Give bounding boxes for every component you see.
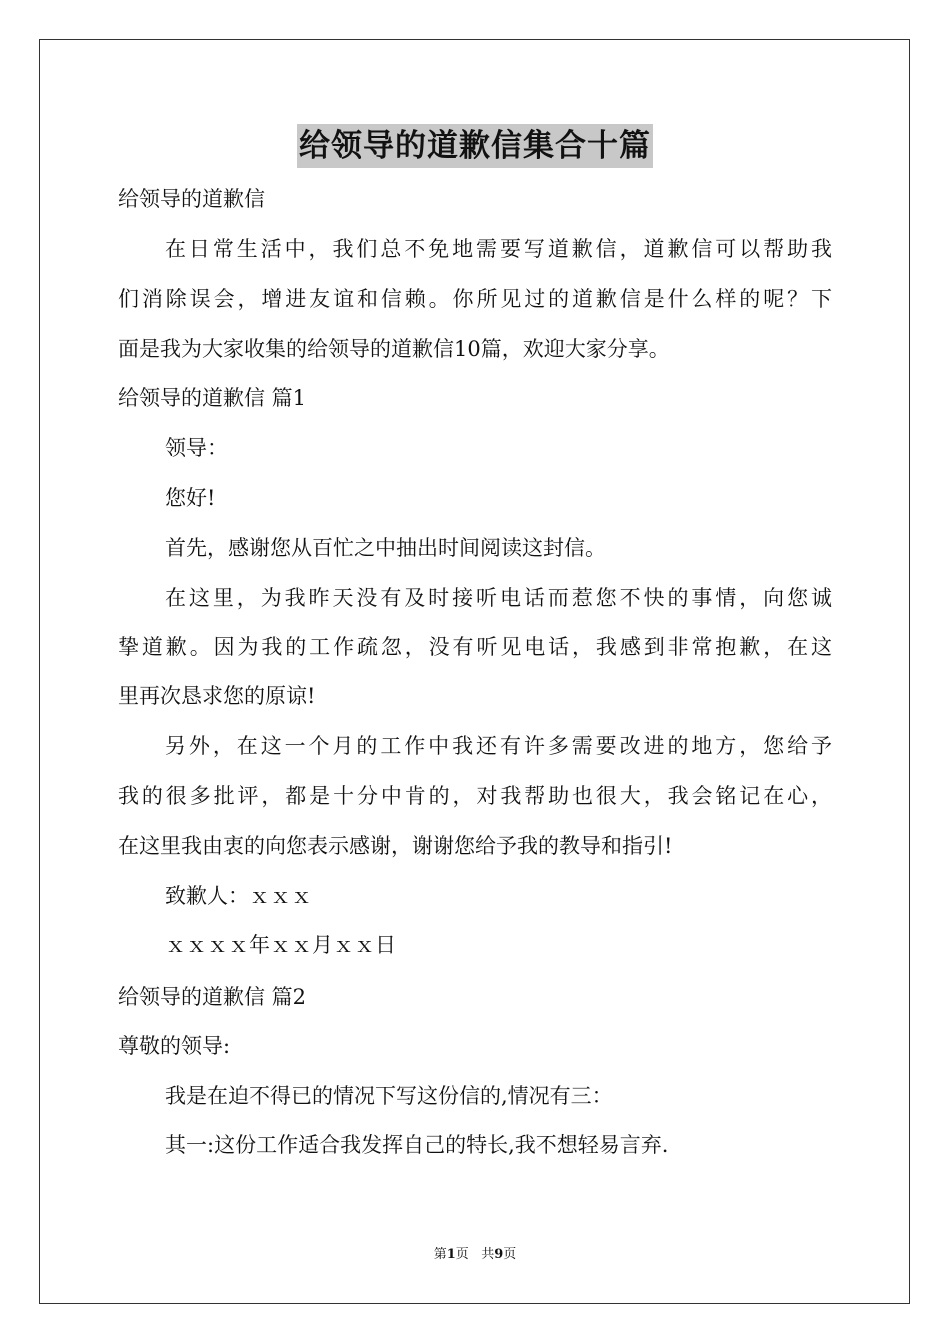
page-current: 1 <box>446 1247 456 1262</box>
paragraph-line: 们消除误会，增进友谊和信赖。你所见过的道歉信是什么样的呢？下 <box>118 287 832 311</box>
salutation: 尊敬的领导: <box>118 1034 231 1058</box>
page-total: 9 <box>494 1247 504 1262</box>
page-label-prefix: 第 <box>433 1247 447 1262</box>
paragraph-line: 在日常生活中，我们总不免地需要写道歉信，道歉信可以帮助我 <box>165 237 832 261</box>
date-line: ｘｘｘｘ年ｘｘ月ｘｘ日 <box>165 933 396 957</box>
paragraph-line: 我是在迫不得已的情况下写这份信的,情况有三： <box>165 1084 613 1108</box>
paragraph-line: 挚道歉。因为我的工作疏忽，没有听见电话，我感到非常抱歉，在这 <box>118 635 832 659</box>
total-suffix: 页 <box>503 1247 517 1262</box>
signature-line: 致歉人：ｘｘｘ <box>165 884 312 908</box>
page-footer <box>0 1246 950 1264</box>
paragraph-line: 里再次恳求您的原谅! <box>118 684 316 708</box>
greeting: 您好! <box>165 486 216 510</box>
paragraph-line: 在这里，为我昨天没有及时接听电话而惹您不快的事情，向您诚 <box>165 586 832 610</box>
section-heading-2: 给领导的道歉信 篇2 <box>118 985 307 1009</box>
paragraph-line: 另外，在这一个月的工作中我还有许多需要改进的地方，您给予 <box>165 734 832 758</box>
document-title: 给领导的道歉信集合十篇 <box>297 124 653 168</box>
salutation: 领导： <box>165 436 228 460</box>
page-label-suffix: 页 <box>455 1247 469 1262</box>
page-frame <box>39 39 910 1304</box>
paragraph-line: 我的很多批评，都是十分中肯的，对我帮助也很大，我会铭记在心， <box>118 784 832 808</box>
paragraph-line: 在这里我由衷的向您表示感谢，谢谢您给予我的教导和指引! <box>118 834 673 858</box>
intro-heading: 给领导的道歉信 <box>118 187 265 211</box>
paragraph-line: 面是我为大家收集的给领导的道歉信10篇，欢迎大家分享。 <box>118 337 670 361</box>
paragraph-line: 首先，感谢您从百忙之中抽出时间阅读这封信。 <box>165 536 606 560</box>
paragraph-line: 其一:这份工作适合我发挥自己的特长,我不想轻易言弃. <box>165 1133 669 1157</box>
section-heading-1: 给领导的道歉信 篇1 <box>118 386 307 410</box>
title-wrap <box>0 124 950 168</box>
total-prefix: 共 <box>481 1247 495 1262</box>
